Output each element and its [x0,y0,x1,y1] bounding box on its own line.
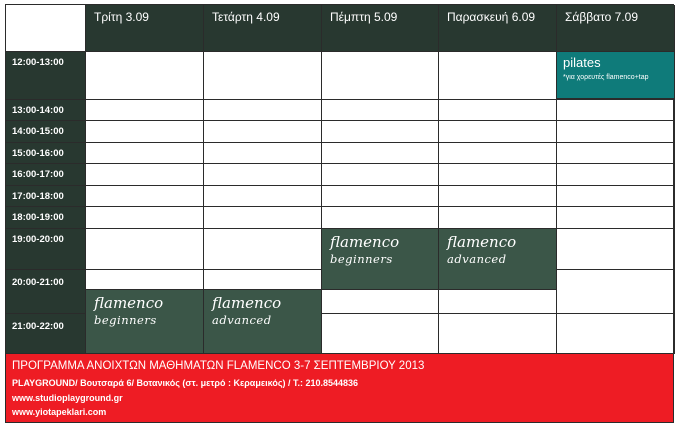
empty-cell [86,186,204,207]
empty-cell [557,207,675,229]
empty-cell [86,143,204,164]
empty-cell [439,121,557,143]
empty-cell [557,164,675,186]
empty-cell [439,164,557,186]
footer-banner [6,354,673,422]
event-title: flamenco [330,233,400,251]
time-slot: 19:00-20:00 [6,229,86,270]
empty-cell [204,164,322,186]
day-header-friday: Παρασκευή 6.09 [439,5,557,52]
event-level: beginners [330,252,393,266]
time-slot: 14:00-15:00 [6,121,86,143]
footer-title: ΠΡΟΓΡΑΜΜΑ ΑΝΟΙΧΤΩΝ ΜΑΘΗΜΑΤΩΝ FLAMENCO 3-7 ΣΕΠΤΕΜΒΡΙΟΥ 2013 [12,360,425,372]
empty-cell [204,207,322,229]
event-flamenco-friday[interactable] [439,229,557,290]
event-title: flamenco [94,294,164,312]
day-header-saturday: Σάββατο 7.09 [557,5,675,52]
corner-cell [6,5,86,52]
day-header-thursday: Πέμπτη 5.09 [322,5,439,52]
empty-cell [557,121,675,143]
footer-website-link[interactable]: www.yiotapeklari.com [12,407,107,417]
empty-cell [557,100,675,121]
empty-cell [86,121,204,143]
footer-address: PLAYGROUND/ Βουτσαρά 6/ Βοτανικός (στ. μετρό : Κεραμεικός) / Τ.: 210.8544836 [12,378,359,388]
empty-cell [86,207,204,229]
empty-cell [557,143,675,164]
empty-cell [439,186,557,207]
empty-cell [439,100,557,121]
schedule-table [5,4,674,423]
event-pilates[interactable] [557,52,675,99]
empty-cell [322,100,439,121]
empty-cell [86,229,204,270]
empty-cell [86,52,204,100]
time-slot: 21:00-22:00 [6,314,86,354]
empty-cell [557,229,675,270]
day-header-wednesday: Τετάρτη 4.09 [204,5,322,52]
empty-cell [439,314,557,354]
time-slot: 18:00-19:00 [6,207,86,229]
empty-cell [86,164,204,186]
empty-cell [439,52,557,100]
footer-website-link[interactable]: www.studioplayground.gr [12,393,123,403]
event-flamenco-tuesday[interactable] [86,290,204,354]
empty-cell [439,290,557,314]
empty-cell [204,270,322,290]
empty-cell [204,229,322,270]
empty-cell [204,143,322,164]
empty-cell [322,186,439,207]
event-level: beginners [94,313,157,327]
empty-cell [557,270,675,314]
event-title: flamenco [447,233,517,251]
empty-cell [86,100,204,121]
time-slot: 20:00-21:00 [6,270,86,314]
time-slot: 15:00-16:00 [6,143,86,164]
empty-cell [322,164,439,186]
empty-cell [557,186,675,207]
time-slot: 13:00-14:00 [6,100,86,121]
empty-cell [322,314,439,354]
time-slot: 17:00-18:00 [6,186,86,207]
event-note: *για χορευτές flamenco+tap [563,74,649,81]
empty-cell [557,314,675,354]
empty-cell [204,121,322,143]
empty-cell [439,143,557,164]
event-flamenco-thursday[interactable] [322,229,439,290]
empty-cell [322,121,439,143]
empty-cell [439,207,557,229]
event-flamenco-wednesday[interactable] [204,290,322,354]
empty-cell [204,100,322,121]
empty-cell [322,52,439,100]
empty-cell [322,290,439,314]
empty-cell [86,270,204,290]
empty-cell [204,186,322,207]
event-level: advanced [212,313,272,327]
empty-cell [204,52,322,100]
time-slot: 12:00-13:00 [6,52,86,100]
event-title: pilates [563,55,601,70]
event-title: flamenco [212,294,282,312]
day-header-tuesday: Τρίτη 3.09 [86,5,204,52]
empty-cell [322,207,439,229]
empty-cell [322,143,439,164]
time-slot: 16:00-17:00 [6,164,86,186]
event-level: advanced [447,252,507,266]
